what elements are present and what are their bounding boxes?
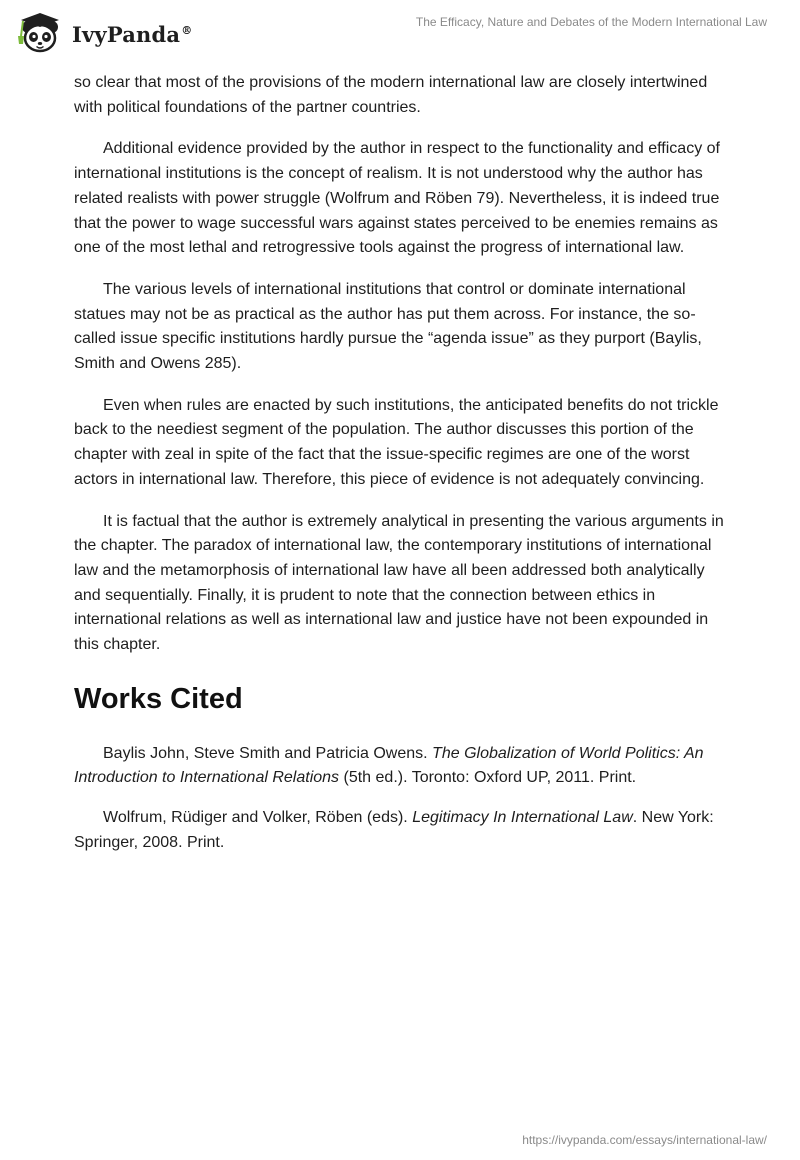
citation-entry: [74, 742, 726, 791]
panda-graduation-cap-icon: [14, 10, 66, 54]
citation-entry: [74, 806, 726, 855]
body-paragraph: Even when rules are enacted by such institutions, the anticipated benefits do not trickle back to the neediest segment of the population. The author discusses this portion of the chapter with zeal in spite of the fact that the issue-specific regimes are one of the worst actors in international law. Therefore, this piece of evidence is not adequately convincing.: [74, 396, 719, 488]
source-url-link[interactable]: https://ivypanda.com/essays/international-law/: [522, 1133, 767, 1147]
body-paragraph: Additional evidence provided by the author in respect to the functionality and efficacy of international institutions is the concept of realism. It is not understood why the author has related realists with power struggle (Wolfrum and Röben 79). Nevertheless, it is indeed true that the power to wage successful wars against states perceived to be enemies remains as one of the most lethal and retrogressive tools against the progress of international law.: [74, 140, 720, 257]
registered-mark: ®: [181, 23, 193, 37]
body-paragraph: It is factual that the author is extremely analytical in presenting the various arguments in the chapter. The paradox of international law, the contemporary institutions of international law and the metamorphosis of international law have all been addressed both analytically and sequentially. Finally, it is prudent to note that the connection between ethics in international relations as well as international law and justice have not been expounded in this chapter.: [74, 512, 724, 654]
ivypanda-logo[interactable]: [14, 10, 192, 54]
body-paragraph: The various levels of international institutions that control or dominate international statues may not be as practical as the author has put them across. For instance, the so-called issue specific institutions hardly pursue the “agenda issue” as they purport (Baylis, Smith and Owens 285).: [74, 280, 702, 373]
citation-title: The Globalization of World Politics: An Introduction to International Relations: [74, 744, 704, 787]
citation-details: (5th ed.). Toronto: Oxford UP, 2011. Print.: [339, 769, 637, 787]
works-cited-heading: Works Cited: [74, 682, 243, 715]
essay-content: [74, 71, 726, 871]
citation-authors: Wolfrum, Rüdiger and Volker, Röben (eds).: [103, 809, 413, 827]
citation-title: Legitimacy In International Law: [412, 809, 633, 827]
body-paragraph: so clear that most of the provisions of the modern international law are closely intertwined with political foundations of the partner countries.: [74, 74, 708, 116]
document-title: The Efficacy, Nature and Debates of the Modern International Law: [415, 15, 767, 29]
brand-name: IvyPanda®: [72, 21, 193, 47]
citation-details: . New York: Springer, 2008. Print.: [74, 809, 714, 851]
citation-authors: Baylis John, Steve Smith and Patricia Owens.: [103, 744, 433, 762]
